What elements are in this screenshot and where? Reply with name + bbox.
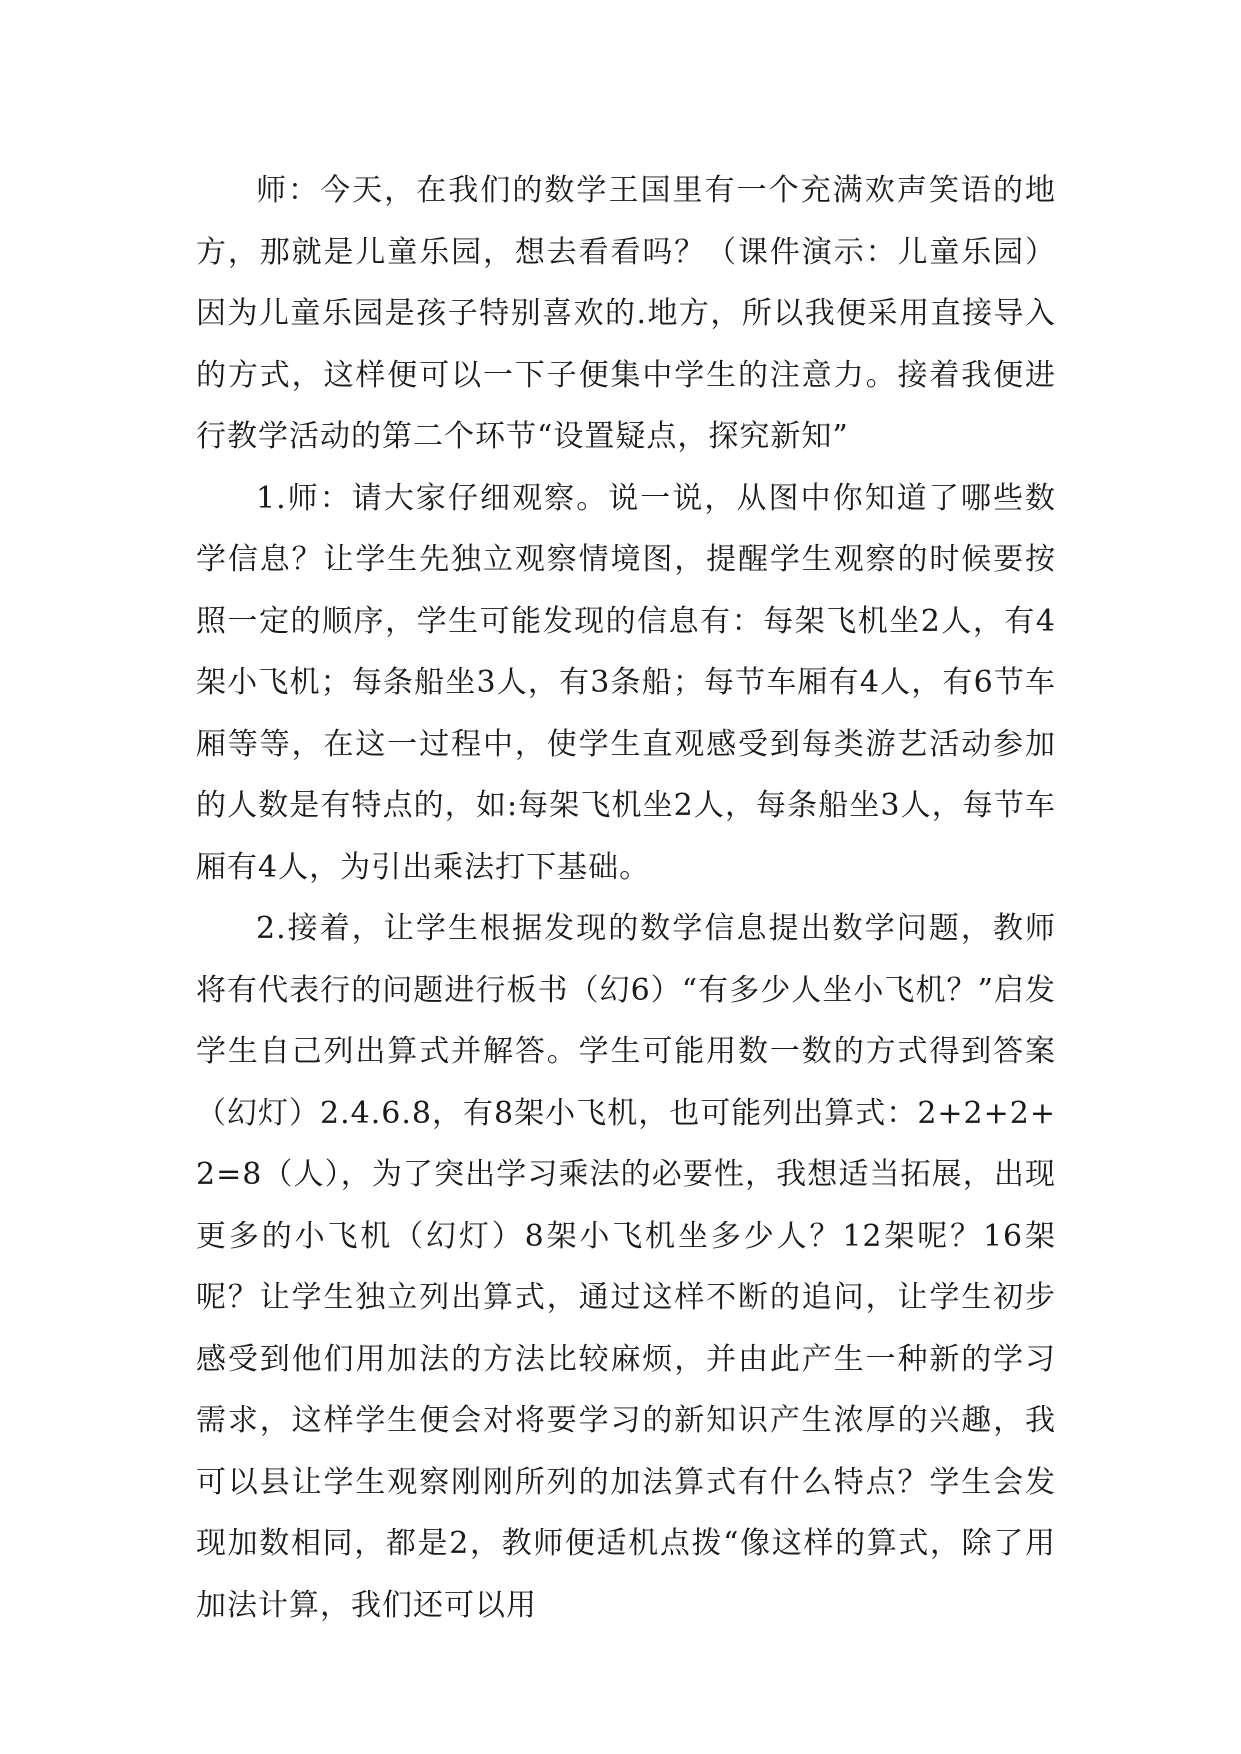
- paragraph-intro: 师：今天，在我们的数学王国里有一个充满欢声笑语的地方，那就是儿童乐园，想去看看吗？（课件演示：儿童乐园）因为儿童乐园是孩子特别喜欢的.地方，所以我便采用直接导入的方式，这样便可以一下子便集中学生的注意力。接着我便进行教学活动的第二个环节“设置疑点，探究新知”: [196, 173, 1056, 454]
- paragraph-step-1: 1.师：请大家仔细观察。说一说，从图中你知道了哪些数学信息？让学生先独立观察情境图，提醒学生观察的时候要按照一定的顺序，学生可能发现的信息有：每架飞机坐2人，有4架小飞机；每条船坐3人，有3条船；每节车厢有4人，有6节车厢等等，在这一过程中，使学生直观感受到每类游艺活动参加的人数是有特点的，如:每架飞机坐2人，每条船坐3人，每节车厢有4人，为引出乘法打下基础。: [196, 480, 1056, 885]
- paragraph-step-2: 2.接着，让学生根据发现的数学信息提出数学问题，教师将有代表行的问题进行板书（幻6）“有多少人坐小飞机？”启发学生自己列出算式并解答。学生可能用数一数的方式得到答案（幻灯）2.4.6.8，有8架小飞机，也可能列出算式：2+2+2+2=8（人），为了突出学习乘法的必要性，我想适当拓展，出现更多的小飞机（幻灯）8架小飞机坐多少人？12架呢？16架呢？让学生独立列出算式，通过这样不断的追问，让学生初步感受到他们用加法的方法比较麻烦，并由此产生一种新的学习需求，这样学生便会对将要学习的新知识产生浓厚的兴趣，我可以县让学生观察刚刚所列的加法算式有什么特点？学生会发现加数相同，都是2，教师便适机点拨“像这样的算式，除了用加法计算，我们还可以用: [196, 911, 1056, 1623]
- document-body: [196, 160, 1056, 1636]
